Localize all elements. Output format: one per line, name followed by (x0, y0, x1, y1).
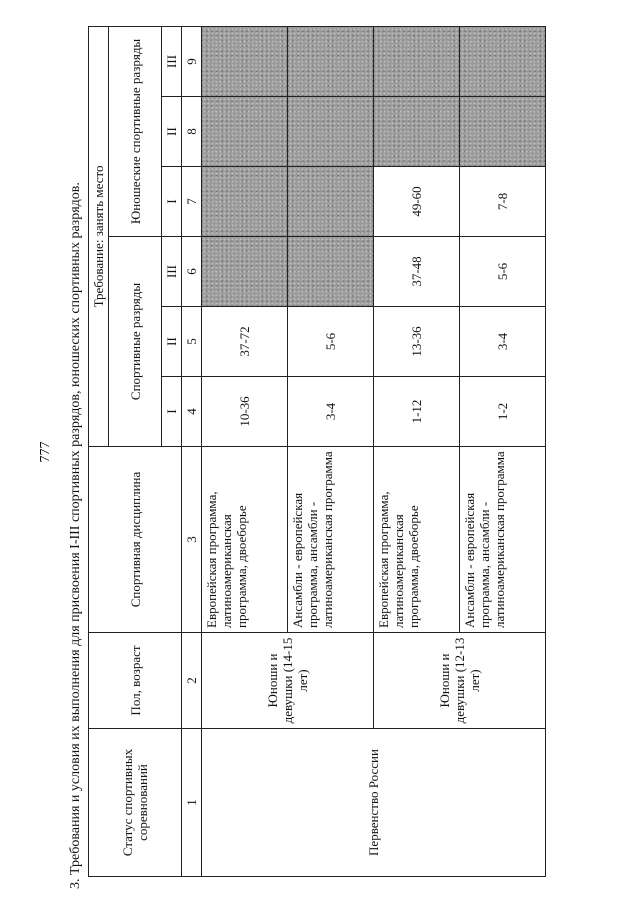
table-row (202, 26, 288, 876)
column-number-row (182, 26, 202, 876)
requirements-table (88, 26, 546, 877)
rank-I-cell: 3-4 (288, 377, 374, 447)
header-status: Статус спортивных соревнований (89, 729, 182, 877)
youth-III-cell (460, 26, 546, 96)
column-number: 2 (182, 633, 202, 729)
youth-II-cell (202, 97, 288, 167)
column-number: 5 (182, 307, 202, 377)
column-number: 6 (182, 237, 202, 307)
column-number: 7 (182, 167, 202, 237)
discipline-cell: Ансамбли - европейская программа, ансамбли - латиноамериканская программа (460, 447, 546, 633)
rank-II-cell: 3-4 (460, 307, 546, 377)
header-sport-ranks: Спортивные разряды (109, 237, 162, 447)
header-youth-III: III (162, 26, 182, 96)
column-number: 8 (182, 97, 202, 167)
page-number: 777 (38, 441, 53, 463)
discipline-cell: Европейская программа, латиноамериканская программа, двоеборье (202, 447, 288, 633)
header-youth-I: I (162, 167, 182, 237)
header-sex-age: Пол, возраст (89, 633, 182, 729)
youth-I-cell (288, 167, 374, 237)
header-row-1 (89, 26, 109, 876)
discipline-cell: Ансамбли - европейская программа, ансамбли - латиноамериканская программа (288, 447, 374, 633)
youth-II-cell (374, 97, 460, 167)
header-youth-ranks: Юношеские спортивные разряды (109, 26, 162, 236)
youth-I-cell: 7-8 (460, 167, 546, 237)
rank-II-cell: 13-36 (374, 307, 460, 377)
youth-II-cell (460, 97, 546, 167)
rank-I-cell: 1-12 (374, 377, 460, 447)
youth-I-cell (202, 167, 288, 237)
table-caption: 3. Требования и условия их выполнения для присвоения I-III спортивных разрядов, юношеских спортивных разрядов. (68, 182, 83, 889)
header-rank-II: II (162, 307, 182, 377)
youth-I-cell: 49-60 (374, 167, 460, 237)
youth-III-cell (288, 26, 374, 96)
rank-I-cell: 1-2 (460, 377, 546, 447)
rank-II-cell: 5-6 (288, 307, 374, 377)
youth-III-cell (202, 26, 288, 96)
column-number: 3 (182, 447, 202, 633)
discipline-cell: Европейская программа, латиноамериканская программа, двоеборье (374, 447, 460, 633)
sex-age-cell: Юноши и девушки (12-13 лет) (374, 633, 546, 729)
status-cell: Первенство России (202, 729, 546, 877)
sex-age-cell: Юноши и девушки (14-15 лет) (202, 633, 374, 729)
rank-III-cell: 37-48 (374, 237, 460, 307)
header-youth-II: II (162, 97, 182, 167)
header-rank-I: I (162, 377, 182, 447)
rank-III-cell (202, 237, 288, 307)
rank-II-cell: 37-72 (202, 307, 288, 377)
rank-III-cell (288, 237, 374, 307)
column-number: 9 (182, 26, 202, 96)
rank-III-cell: 5-6 (460, 237, 546, 307)
header-discipline: Спортивная дисциплина (89, 447, 182, 633)
rank-I-cell: 10-36 (202, 377, 288, 447)
column-number: 1 (182, 729, 202, 877)
header-rank-III: III (162, 237, 182, 307)
youth-II-cell (288, 97, 374, 167)
column-number: 4 (182, 377, 202, 447)
header-requirement: Требование: занять место (89, 26, 109, 446)
rotated-content (62, 11, 582, 891)
youth-III-cell (374, 26, 460, 96)
